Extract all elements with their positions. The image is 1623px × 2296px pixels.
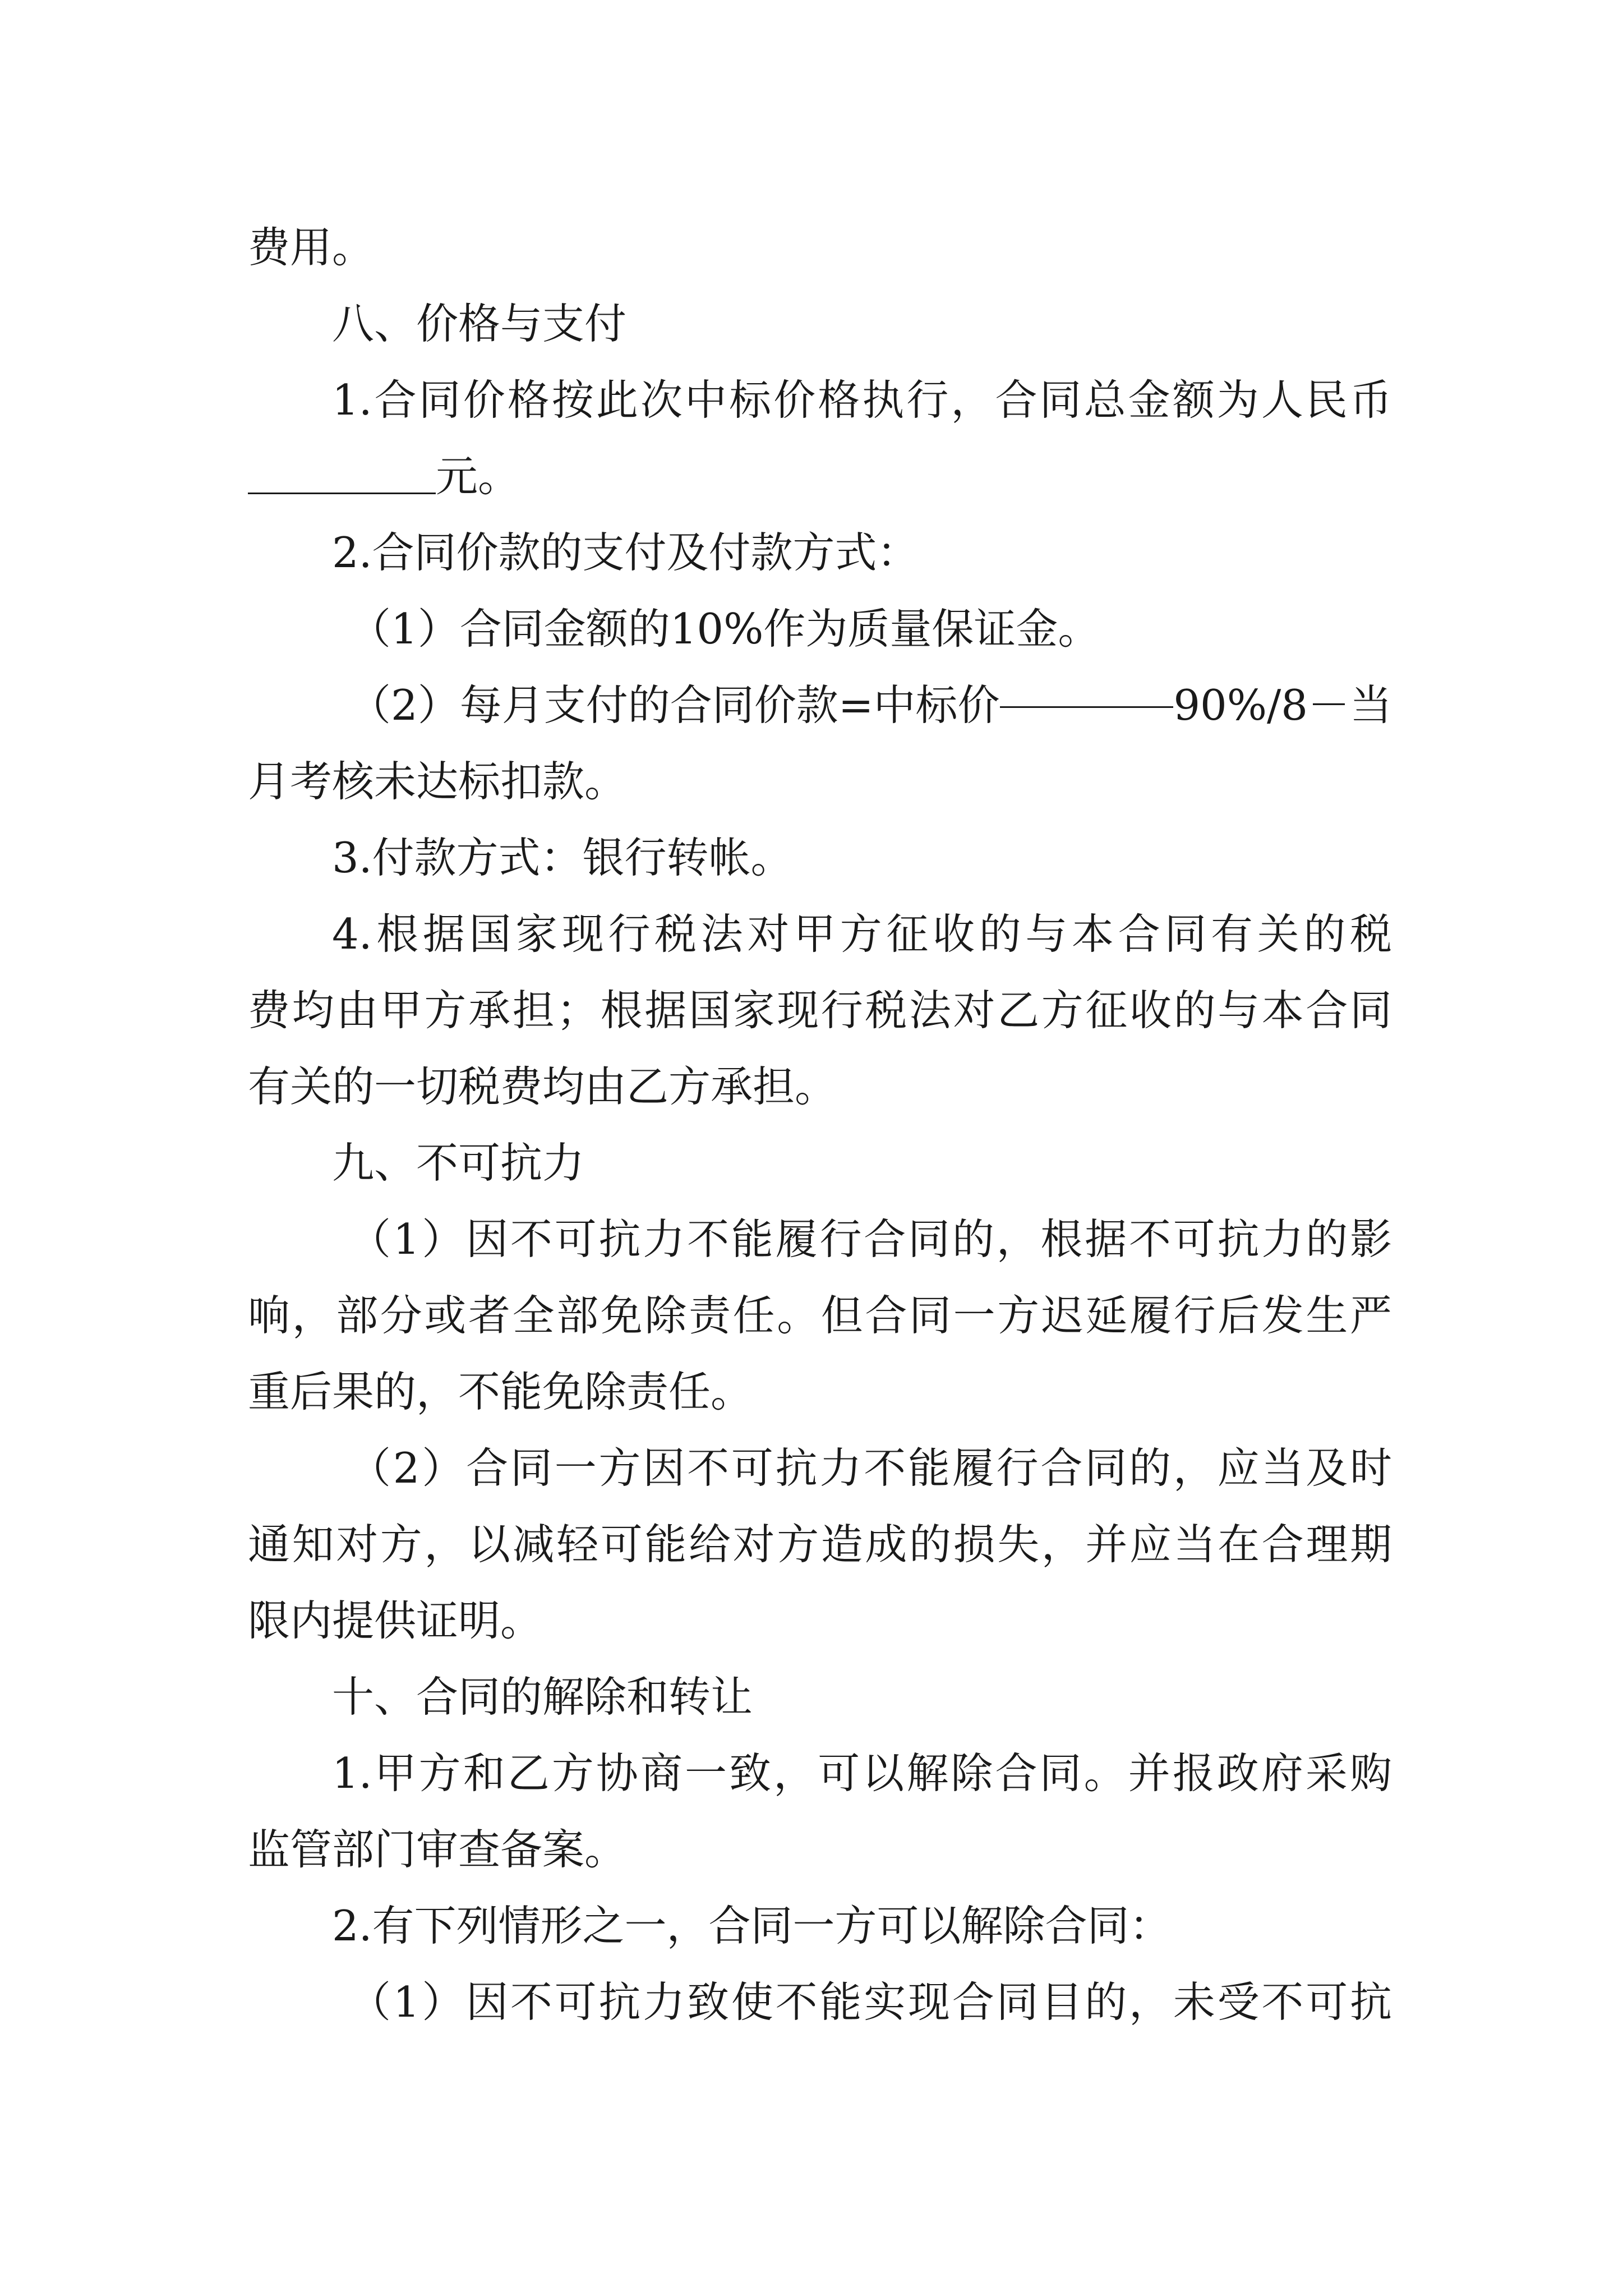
text-line — [248, 1735, 1392, 1811]
line-text: 监管部门审查备案。 — [248, 1825, 627, 1874]
text-line — [248, 1506, 1392, 1582]
line-text: 八、价格与支付 — [332, 299, 627, 348]
text-line — [248, 1964, 1392, 2040]
text-line — [248, 1430, 1392, 1506]
line-text: 4.根据国家现行税法对甲方征收的与本合同有关的税 — [332, 909, 1392, 959]
line-text: （1）因不可抗力不能履行合同的，根据不可抗力的影 — [349, 1214, 1392, 1264]
line-text: （1）因不可抗力致使不能实现合同目的，未受不可抗 — [349, 1977, 1392, 2027]
section-heading-price-payment — [248, 286, 1392, 362]
text-line — [248, 743, 1392, 820]
line-text: 2.有下列情形之一，合同一方可以解除合同： — [332, 1901, 1172, 1950]
text-line — [248, 1201, 1392, 1277]
line-text: （1）合同金额的10%作为质量保证金。 — [349, 604, 1100, 654]
line-text: 响，部分或者全部免除责任。但合同一方迟延履行后发生严 — [248, 1291, 1392, 1340]
line-text: 九、不可抗力 — [332, 1138, 585, 1188]
text-line — [248, 591, 1392, 667]
line-text: 限内提供证明。 — [248, 1596, 543, 1645]
line-text: 1.合同价格按此次中标价格执行，合同总金额为人民币 — [332, 375, 1392, 425]
line-text: 月考核未达标扣款。 — [248, 757, 627, 806]
line-text: 3.付款方式：银行转帐。 — [332, 833, 793, 882]
text-line-with-blank — [248, 438, 1392, 514]
text-line — [248, 1354, 1392, 1430]
line-text: 通知对方，以减轻可能给对方造成的损失，并应当在合理期 — [248, 1520, 1392, 1569]
text-line-with-blank — [248, 667, 1392, 743]
text-line — [248, 972, 1392, 1048]
fill-in-blank — [1000, 667, 1174, 708]
line-text: 1.甲方和乙方协商一致，可以解除合同。并报政府采购 — [332, 1749, 1392, 1798]
line-text: （2）合同一方因不可抗力不能履行合同的，应当及时 — [349, 1443, 1392, 1493]
line-text: 有关的一切税费均由乙方承担。 — [248, 1062, 837, 1111]
text-line — [248, 1048, 1392, 1125]
line-text: 十、合同的解除和转让 — [332, 1672, 753, 1722]
line-text: 费用。 — [248, 223, 375, 272]
line-text: 90%/8－当 — [1173, 680, 1392, 730]
text-line — [248, 1811, 1392, 1888]
text-line — [248, 362, 1392, 438]
text-line — [248, 1582, 1392, 1659]
document-page — [248, 209, 1392, 2040]
section-heading-termination-transfer — [248, 1659, 1392, 1735]
text-line — [248, 209, 1392, 286]
text-line — [248, 896, 1392, 972]
line-text: 费均由甲方承担；根据国家现行税法对乙方征收的与本合同 — [248, 986, 1392, 1035]
text-line — [248, 1277, 1392, 1354]
section-heading-force-majeure — [248, 1125, 1392, 1201]
line-text: （2）每月支付的合同价款=中标价 — [349, 680, 1000, 730]
fill-in-blank — [248, 453, 436, 494]
text-line — [248, 820, 1392, 896]
text-line — [248, 514, 1392, 591]
text-line — [248, 1888, 1392, 1964]
line-text: 重后果的，不能免除责任。 — [248, 1367, 753, 1416]
line-text: 元。 — [436, 452, 520, 501]
line-text: 2.合同价款的支付及付款方式： — [332, 528, 919, 577]
